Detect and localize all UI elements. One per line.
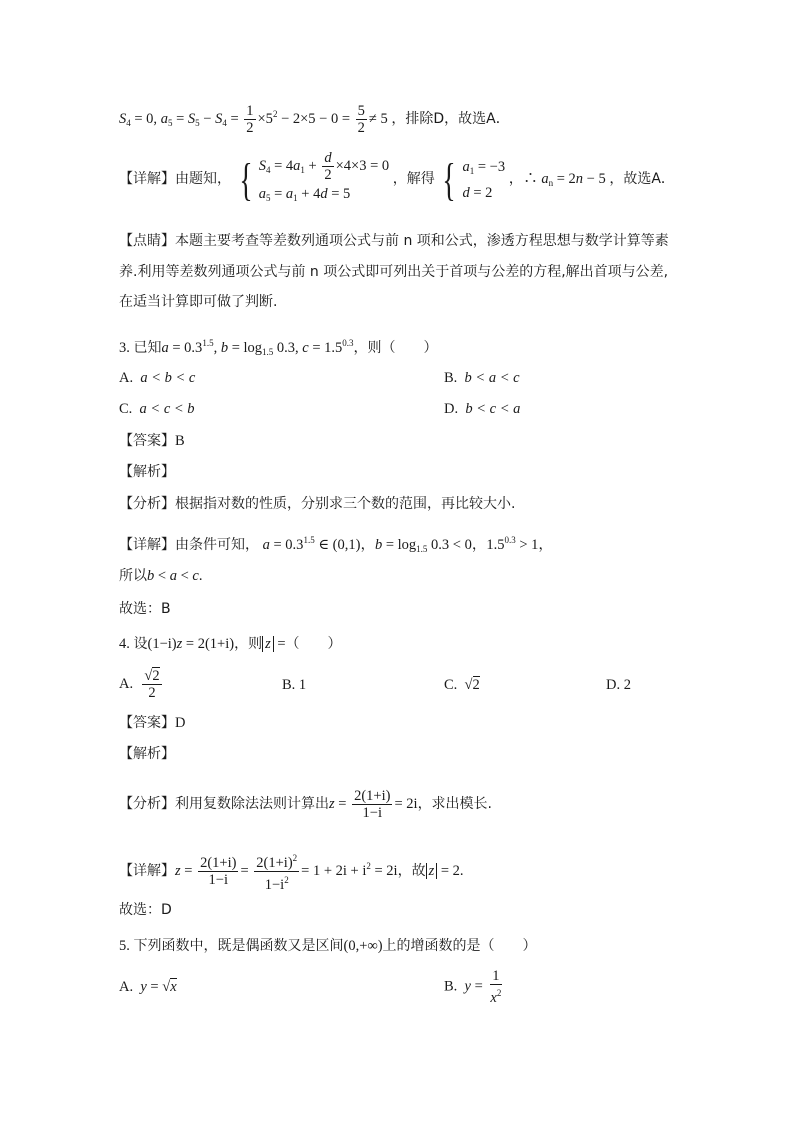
question-3: 3. 已知$a = 0.3^{1.5}$, $b = \log_{1.5} 0.3$, $c = 1.5^{0.3}$，则（ ） (119, 338, 438, 357)
q3-answer: 【答案】B (119, 433, 185, 449)
q4-conclusion: 故选：D (119, 902, 172, 918)
dianjing-line-2: 养.利用等差数列通项公式与前 n 项公式即可列出关于首项与公差的方程,解出首项与公差, (119, 264, 669, 280)
question-4: 4. 设(1−i)z = 2(1+i)，则 z =（ ） (119, 636, 342, 652)
dianjing-label: 【点睛】 (119, 233, 175, 249)
q4-detail: 【详解】z = $\frac{2(1+i)}{1-i}$ = $\frac{2(1+i)^2}{1-i^2}$ = $1 + 2i + i^2 = 2i$，故 z = 2. (119, 850, 464, 893)
q3-option-c[interactable]: C. a < c < b (119, 401, 195, 417)
answer-value: D (175, 715, 186, 731)
result-tail: ，故选A． (609, 170, 675, 187)
q3-conclusion: 故选：B (119, 601, 171, 617)
q4-option-a[interactable]: A. $\frac{√2}{2}$ (119, 668, 160, 701)
prev-solution-line: $S_4 = 0$, $a_5 = S_5 - S_4$ = $\frac{1}{2}$ $\times 5^2 - 2\times 5 - 0$ = $\frac{5}{2}$ ≠ 5 ，排除D，故选A． (119, 103, 510, 136)
dianjing-line-3: 在适当计算即可做了判断. (119, 294, 278, 310)
q4-jiexi: 【解析】 (119, 746, 175, 762)
detail-label: 【详解】 (119, 170, 175, 187)
question-number: 3. (119, 340, 130, 356)
q4-option-b[interactable]: B. 1 (282, 677, 307, 693)
q5-option-a[interactable]: A. y = √x (119, 979, 177, 995)
q4-option-d[interactable]: D. 2 (606, 677, 631, 693)
fraction-half: $\frac{1}{2}$ (246, 103, 254, 136)
q4-option-c[interactable]: C. √2 (444, 677, 480, 693)
solution-system: $a_1 = -3$ d = 2 (462, 158, 506, 201)
equation-system: $S_4 = 4a_1$ + $\frac{d}{2}$ ×4×3 = 0 $a_5 = a_1 + 4d = 5$ (258, 150, 390, 203)
q4-answer: 【答案】D (119, 715, 186, 731)
q3-jiexi: 【解析】 (119, 464, 175, 480)
q3-option-b[interactable]: B. b < a < c (444, 370, 520, 386)
detail-system-line: 【详解】由题知， { $S_4 = 4a_1$ + $\frac{d}{2}$ ×4×3 = 0 $a_5 = a_1 + 4d = 5$ ，解得 { $a_1 = -3$ d = 2 ，∴ $a_n = 2n - 5$ ，故选A． (119, 150, 675, 209)
detail-lead: 由题知， (175, 170, 231, 187)
prev-solution-tail: ，排除D，故选A． (391, 110, 510, 127)
solve-text: ，解得 (392, 170, 435, 187)
fraction-five-halves: $\frac{5}{2}$ (357, 103, 365, 136)
question-number: 4. (119, 636, 130, 652)
q4-fenxi: 【分析】利用复数除法法则计算出z = $\frac{2(1+i)}{1-i}$ = 2i，求出模长. (119, 788, 493, 821)
answer-value: B (175, 433, 185, 449)
q3-detail: 【详解】由条件可知， $a = 0.3^{1.5}$ ∈ (0,1)，$b = \log_{1.5} 0.3 < 0$，$1.5^{0.3} > 1$， (119, 535, 553, 554)
q3-fenxi: 【分析】根据指对数的性质，分别求三个数的范围，再比较大小. (119, 496, 516, 512)
q3-so: 所以b < a < c. (119, 568, 203, 584)
question-5: 5. 下列函数中，既是偶函数又是区间(0,+∞)上的增函数的是（ ） (119, 938, 537, 954)
q5-option-b[interactable]: B. y = $\frac{1}{x^2}$ (444, 968, 502, 1006)
question-number: 5. (119, 938, 130, 954)
q3-option-a[interactable]: A. a < b < c (119, 370, 196, 386)
dianjing-line-1: 【点睛】本题主要考查等差数列通项公式与前 n 项和公式，渗透方程思想与数学计算等素 (119, 233, 669, 249)
q3-option-d[interactable]: D. b < c < a (444, 401, 521, 417)
